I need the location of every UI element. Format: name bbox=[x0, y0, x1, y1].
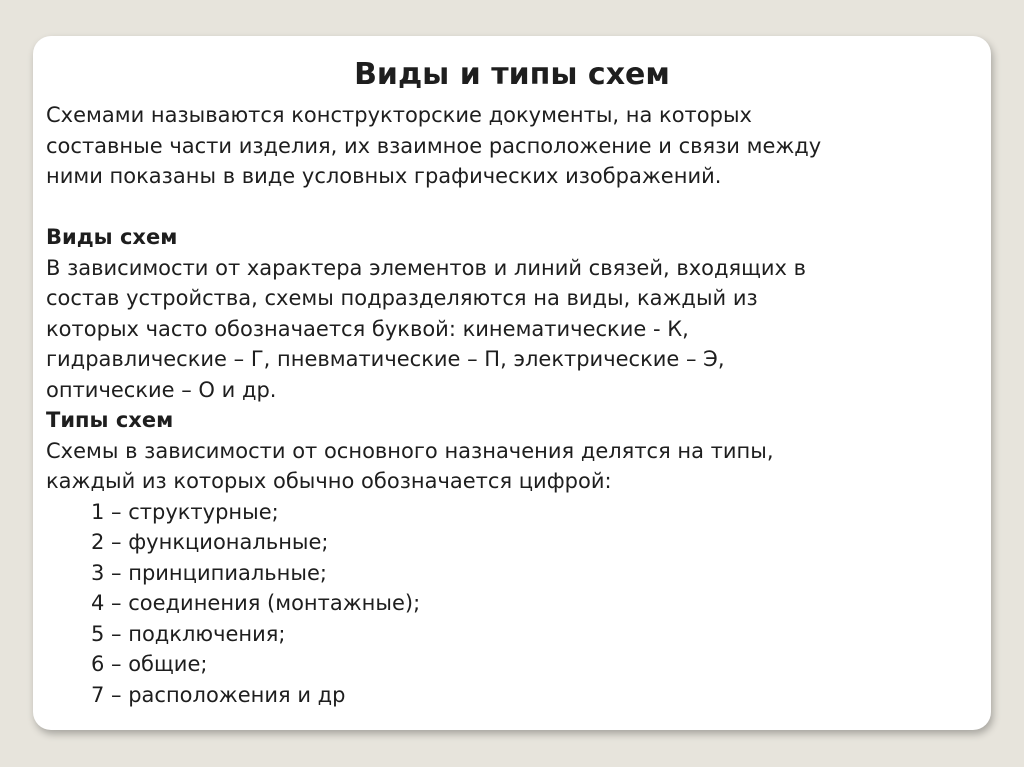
list-item: 4 – соединения (монтажные); bbox=[91, 591, 421, 615]
list-item: 7 – расположения и др bbox=[91, 682, 346, 707]
kinds-heading: Виды схем bbox=[46, 225, 178, 249]
paragraph-spacer bbox=[46, 192, 986, 223]
list-item: 1 – структурные; bbox=[91, 499, 279, 524]
kinds-line: гидравлические – Г, пневматические – П, электрические – Э, bbox=[46, 347, 725, 371]
types-line: Схемы в зависимости от основного назначения делятся на типы, bbox=[46, 438, 774, 463]
kinds-line: которых часто обозначается буквой: кинематические - К, bbox=[46, 316, 689, 341]
list-item: 2 – функциональные; bbox=[91, 530, 329, 554]
definition-line: ними показаны в виде условных графических изображений. bbox=[46, 164, 722, 188]
types-heading: Типы схем bbox=[46, 408, 174, 432]
list-item: 6 – общие; bbox=[91, 652, 208, 676]
slide-content bbox=[46, 100, 986, 710]
definition-line: Схемами называются конструкторские документы, на которых bbox=[46, 103, 752, 127]
types-list bbox=[46, 497, 986, 711]
list-item: 3 – принципиальные; bbox=[91, 560, 327, 585]
kinds-line: оптические – О и др. bbox=[46, 377, 277, 402]
kinds-line: В зависимости от характера элементов и линий связей, входящих в bbox=[46, 255, 807, 280]
slide-title: Виды и типы схем bbox=[354, 57, 670, 92]
types-line: каждый из которых обычно обозначается цифрой: bbox=[46, 469, 612, 493]
kinds-line: состав устройства, схемы подразделяются на виды, каждый из bbox=[46, 286, 758, 310]
list-item: 5 – подключения; bbox=[91, 621, 286, 646]
definition-line: составные части изделия, их взаимное расположение и связи между bbox=[46, 133, 822, 158]
